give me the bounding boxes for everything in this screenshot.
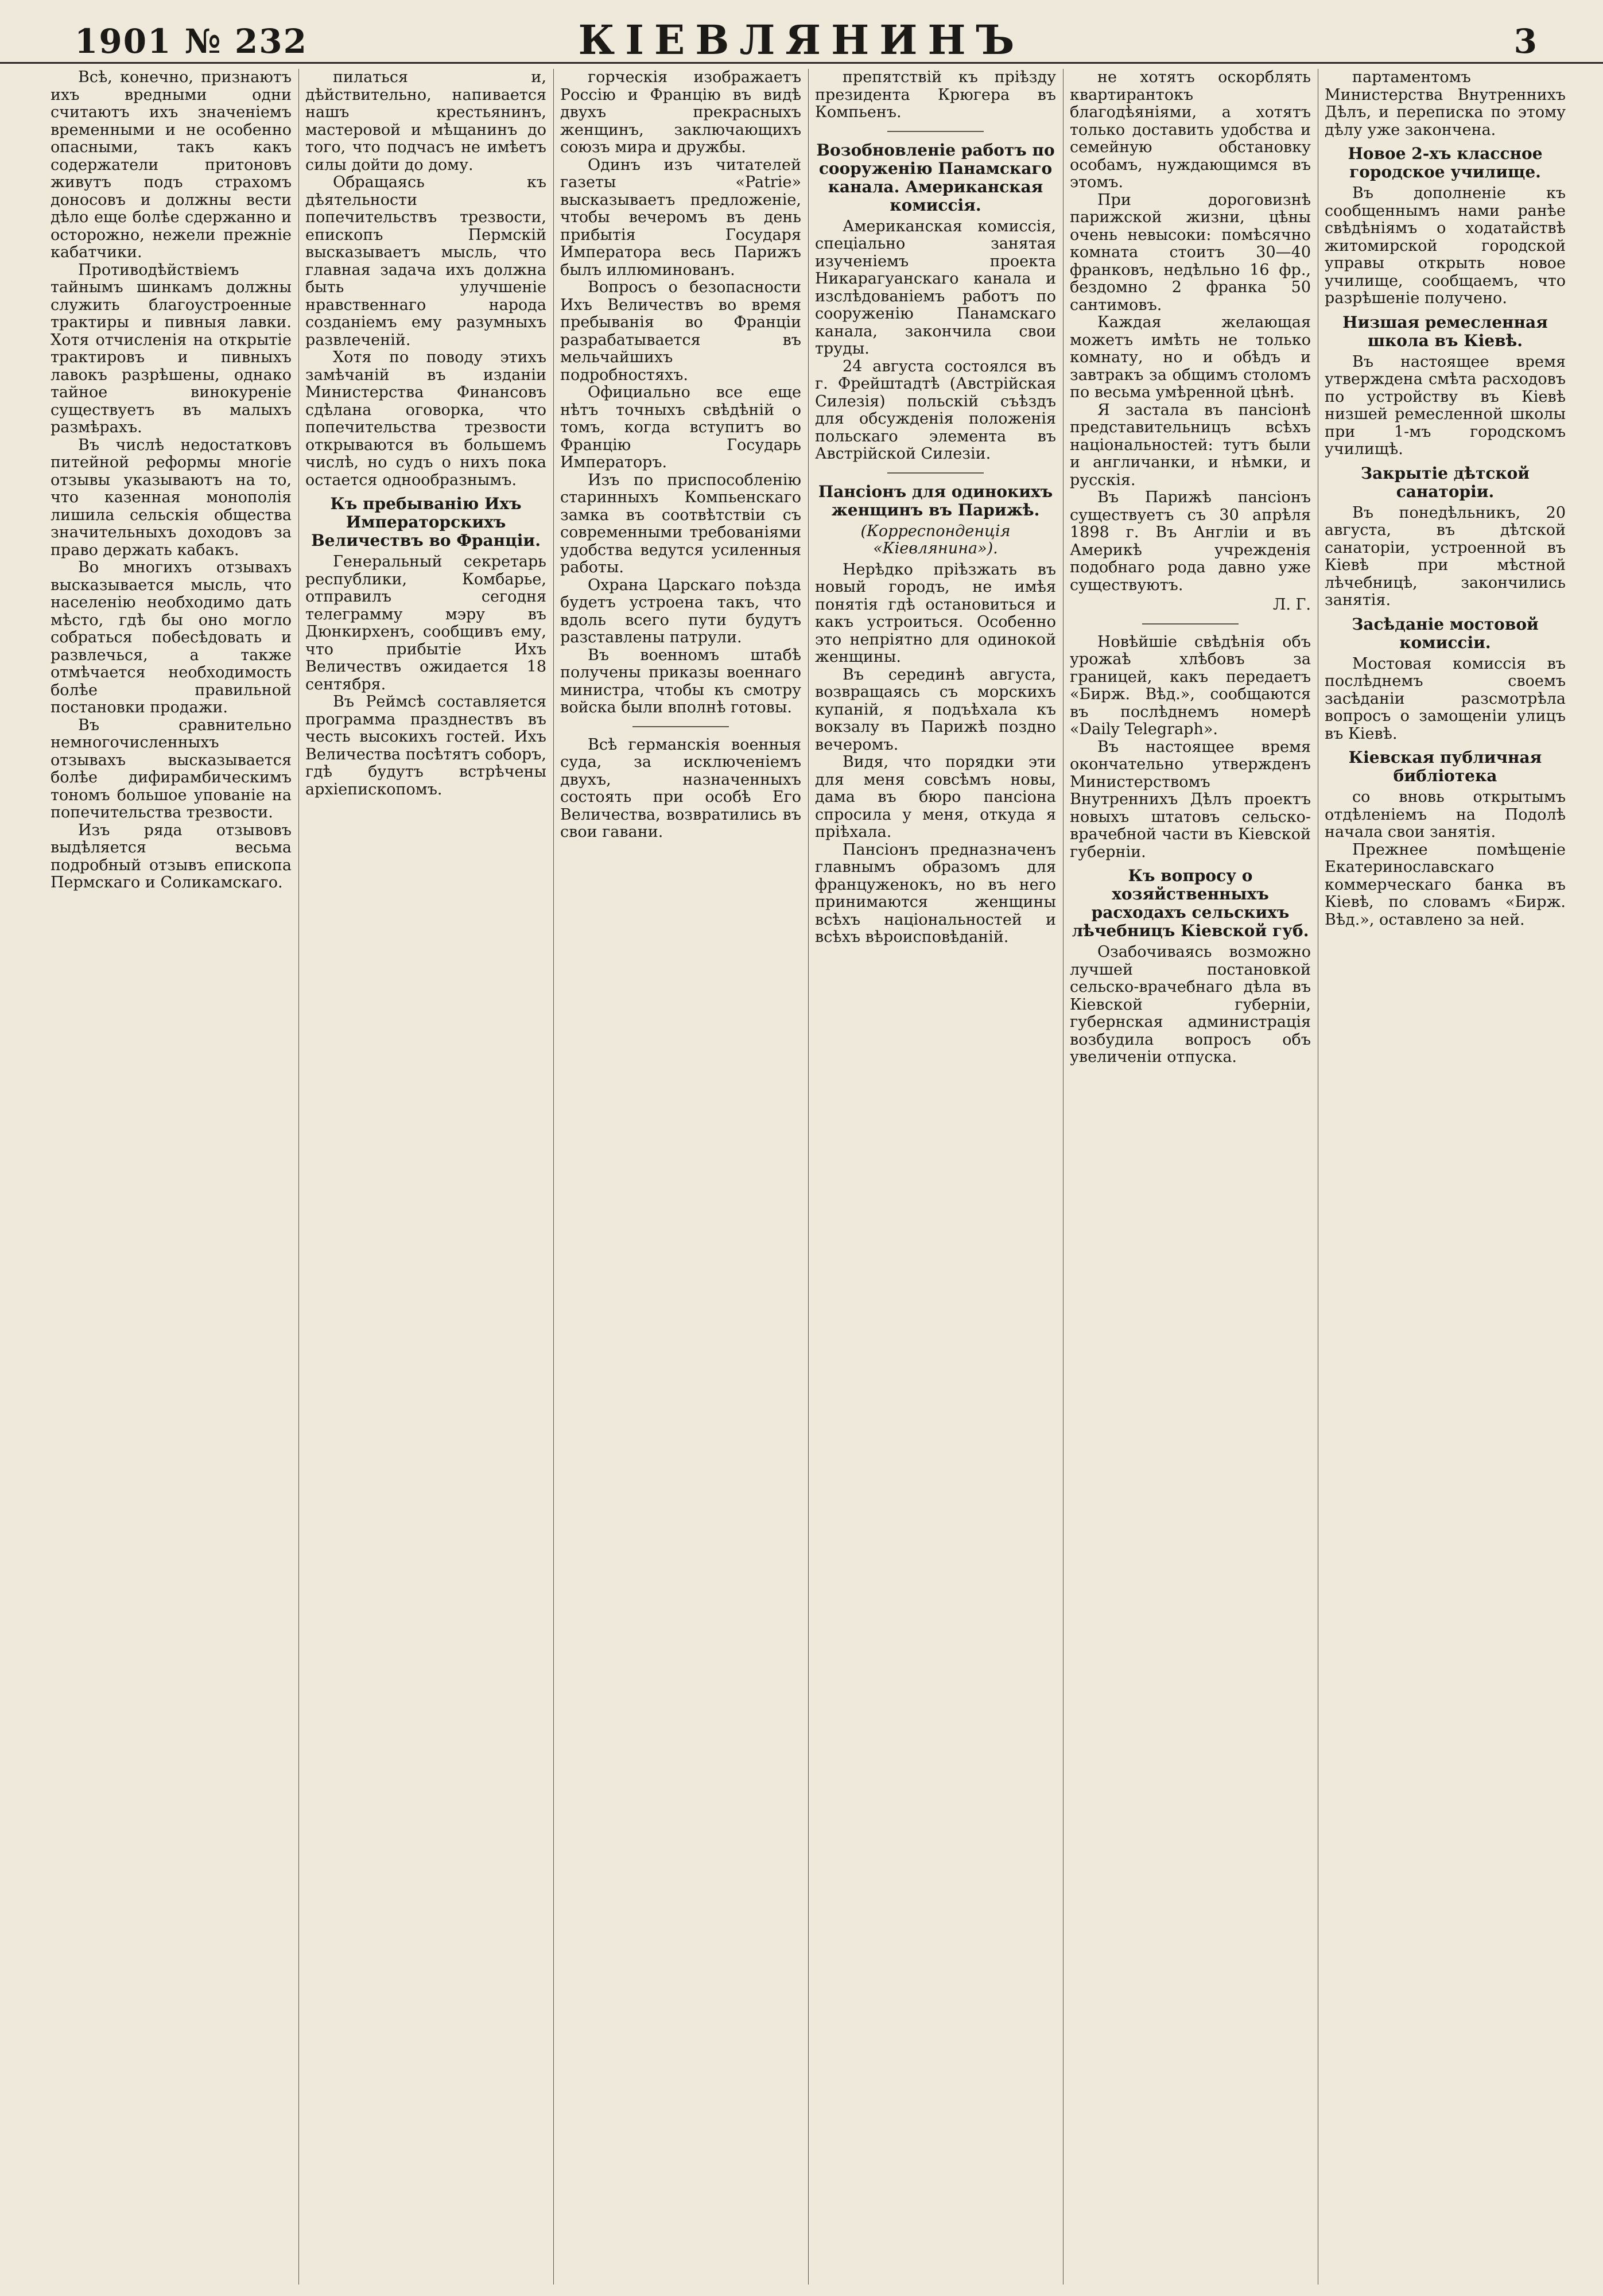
paragraph: Въ настоящее время окончательно утвержденъ Министерствомъ Внутреннихъ Дѣлъ проектъ новыхъ штатовъ сельско-врачебной части въ Кіевской губерніи. (1070, 738, 1311, 861)
paragraph: Изъ по приспособленію старинныхъ Компьенскаго замка въ соотвѣтствіи съ современными требованіями удобства ведутся усиленныя работы. (560, 471, 801, 576)
paragraph: Видя, что порядки эти для меня совсѣмъ новы, дама въ бюро пансіона спросила у меня, откуда я пріѣхала. (815, 753, 1056, 841)
separator (1142, 623, 1239, 625)
section-heading: Новое 2-хъ классное городское училище. (1348, 144, 1543, 181)
paragraph: Въ понедѣльникъ, 20 августа, въ дѣтской санаторіи, устроенной въ Кіевѣ при мѣстной лѣчебницѣ, закончились занятія. (1325, 503, 1566, 609)
section-heading: Пансіонъ для одинокихъ женщинъ въ Парижѣ. (818, 482, 1053, 519)
column-divider (1063, 69, 1064, 2285)
paragraph: Изъ ряда отзывовъ выдѣляется весьма подробный отзывъ епископа Пермскаго и Соликамскаго. (51, 821, 292, 891)
masthead (0, 0, 1603, 64)
column-4 (815, 69, 1056, 2285)
column-divider (553, 69, 554, 2285)
paragraph: Всѣ, конечно, признаютъ ихъ вредными одни считаютъ ихъ значеніемъ временными и не особенно опасными, такъ какъ содержатели притоновъ живутъ подъ страхомъ доносовъ и должны вести дѣло еще болѣе сдержанно и осторожно, нежели прежніе кабатчики. (51, 69, 292, 261)
paragraph: Каждая желающая можетъ имѣть не только комнату, но и обѣдъ и завтракъ за общимъ столомъ по весьма умѣренной цѣнѣ. (1070, 313, 1311, 401)
paragraph: Обращаясь къ дѣятельности попечительствъ трезвости, епископъ Пермскій высказываетъ мысль, что главная задача ихъ должна быть улучшеніе нравственнаго народа созданіемъ ему разумныхъ развлеченій. (305, 173, 546, 349)
newspaper-title: КІЕВЛЯНИНЪ (578, 16, 1025, 64)
paragraph: Въ серединѣ августа, возвращаясь съ морскихъ купаній, я подъѣхала къ вокзалу въ Парижѣ поздно вечеромъ. (815, 665, 1056, 754)
paragraph: Въ числѣ недостатковъ питейной реформы многіе отзывы указываютъ на то, что казенная монополія лишила сельскія общества значительныхъ доходовъ за право держать кабакъ. (51, 436, 292, 559)
column-5 (1070, 69, 1311, 2285)
column-2 (305, 69, 546, 2285)
paragraph: горческія изображаетъ Россію и Францію въ видѣ двухъ прекрасныхъ женщинъ, заключающихъ союзъ мира и дружбы. (560, 69, 801, 156)
paragraph: Противодѣйствіемъ тайнымъ шинкамъ должны служить благоустроенные трактиры и пивныя лавки. Хотя отчисленія на открытіе трактировъ и пивныхъ лавокъ разрѣшены, однако тайное винокуреніе существуетъ въ малыхъ размѣрахъ. (51, 261, 292, 436)
paragraph: Мостовая комиссія въ послѣднемъ своемъ засѣданіи разсмотрѣла вопросъ о замощеніи улицъ въ Кіевѣ. (1325, 654, 1566, 743)
section-heading: Кіевская публичная библіотека (1348, 748, 1542, 785)
page-number: 3 (1513, 22, 1537, 61)
paragraph: Одинъ изъ читателей газеты «Patrie» высказываетъ предложеніе, чтобы вечеромъ въ день прибытія Государя Императора весь Парижъ былъ иллюминованъ. (560, 156, 801, 279)
paragraph: Въ сравнительно немногочисленныхъ отзывахъ высказывается болѣе дифирамбическимъ тономъ большое упованіе на попечительства трезвости. (51, 716, 292, 821)
paragraph: Въ Реймсѣ составляется программа празднествъ въ честь высокихъ гостей. Ихъ Величества посѣтятъ соборъ, гдѣ будутъ встрѣчены архіепископомъ. (305, 693, 546, 798)
paragraph: Хотя по поводу этихъ замѣчаній въ изданіи Министерства Финансовъ сдѣлана оговорка, что попечительства трезвости открываются въ большемъ числѣ, но судъ о нихъ пока остается однообразнымъ. (305, 348, 546, 489)
column-1 (51, 69, 292, 2285)
paragraph: Въ военномъ штабѣ получены приказы военнаго министра, чтобы къ смотру войска были вполнѣ готовы. (560, 646, 801, 716)
paragraph: Прежнее помѣщеніе Екатеринославскаго коммерческаго банка въ Кіевѣ, по словамъ «Бирж. Вѣд.», оставлено за ней. (1325, 840, 1566, 929)
paragraph: Охрана Царскаго поѣзда будетъ устроена такъ, что вдоль всего пути будутъ разставлены патрули. (560, 576, 801, 646)
section-heading: Возобновленіе работъ по сооруженію Панамскаго канала. Американская комиссія. (816, 140, 1055, 215)
column-divider (808, 69, 809, 2285)
paragraph: При дороговизнѣ парижской жизни, цѣны очень невысоки: помѣсячно комната стоитъ 30—40 франковъ, недѣльно 16 фр., бездомно 2 франка 50 сантимовъ. (1070, 191, 1311, 314)
paragraph: препятствій къ пріѣзду президента Крюгера въ Компьенъ. (815, 69, 1056, 121)
columns (51, 69, 1566, 2285)
section-heading: Низшая ремесленная школа въ Кіевѣ. (1342, 312, 1548, 350)
paragraph: не хотятъ оскорблять квартирантокъ благодѣяніями, а хотятъ только доставить удобства и семейную обстановку особамъ, нуждающимся въ этомъ. (1070, 69, 1311, 191)
paragraph: партаментомъ Министерства Внутреннихъ Дѣлъ, и переписка по этому дѣлу уже закончена. (1325, 69, 1566, 139)
separator (887, 472, 984, 474)
column-divider (298, 69, 299, 2285)
paragraph: Новѣйшіе свѣдѣнія объ урожаѣ хлѣбовъ за границей, какъ передаетъ «Бирж. Вѣд.», сообщаются въ послѣднемъ номерѣ «Daily Telegraph». (1070, 633, 1311, 738)
section-heading: Засѣданіе мостовой комиссіи. (1352, 614, 1539, 652)
paragraph: Во многихъ отзывахъ высказывается мысль, что населенію необходимо дать мѣсто, гдѣ бы оно могло собраться побесѣдовать и развлечься, а также отмѣчается необходимость болѣе правильной постановки продажи. (51, 559, 292, 716)
section-heading: Закрытіе дѣтской санаторіи. (1360, 463, 1530, 501)
column-3 (560, 69, 801, 2285)
paragraph: Американская комиссія, спеціально занятая изученіемъ проекта Никарагуанскаго канала и изслѣдованіемъ работъ по сооруженію Панамскаго канала, закончила свои труды. (815, 217, 1056, 358)
paragraph: Нерѣдко пріѣзжать въ новый городъ, не имѣя понятія гдѣ остановиться и какъ устроиться. Особенно это непріятно для одинокой женщины. (815, 560, 1056, 666)
paragraph: Озабочиваясь возможно лучшей постановкой сельско-врачебнаго дѣла въ Кіевской губерніи, губернская администрація возбудила вопросъ объ увеличеніи отпуска. (1070, 943, 1311, 1066)
separator (632, 726, 729, 727)
paragraph: Пансіонъ предназначенъ главнымъ образомъ для француженокъ, но въ него принимаются женщины всѣхъ національностей и всѣхъ вѣроисповѣданій. (815, 840, 1056, 946)
subheading: (Корреспонденція «Кіевлянина»). (860, 522, 1011, 557)
paragraph: Въ настоящее время утверждена смѣта расходовъ по устройству въ Кіевѣ низшей ремесленной школы при 1-мъ городскомъ училищѣ. (1325, 352, 1566, 458)
paragraph: 24 августа состоялся въ г. Фрейштадтѣ (Австрійская Силезія) польскій съѣздъ для обсужденія положенія польскаго элемента въ Австрійской Силезіи. (815, 357, 1056, 463)
column-6 (1325, 69, 1566, 2285)
section-heading: Къ пребыванію Ихъ Императорскихъ Величествъ во Франціи. (311, 494, 541, 550)
paragraph: Всѣ германскія военныя суда, за исключеніемъ двухъ, назначенныхъ состоять при особѣ Его Величества, возвратились въ свои гавани. (560, 735, 801, 841)
paragraph: Я застала въ пансіонѣ представительницъ всѣхъ національностей: тутъ были и англичанки, и нѣмки, и русскія. (1070, 401, 1311, 489)
paragraph: Въ Парижѣ пансіонъ существуетъ съ 30 апрѣля 1898 г. Въ Англіи и въ Америкѣ учрежденія подобнаго рода давно уже существуютъ. (1070, 488, 1311, 594)
issue-number: 1901 № 232 (75, 22, 308, 61)
signature: Л. Г. (1272, 596, 1311, 614)
section-heading: Къ вопросу о хозяйственныхъ расходахъ сельскихъ лѣчебницъ Кіевской губ. (1072, 866, 1309, 940)
paragraph: Въ дополненіе къ сообщеннымъ нами ранѣе свѣдѣніямъ о ходатайствѣ житомирской городской управы открыть новое училище, сообщаемъ, что разрѣшеніе получено. (1325, 184, 1566, 307)
paragraph: Генеральный секретарь республики, Комбарье, отправилъ сегодня телеграмму мэру въ Дюнкирхенъ, сообщивъ ему, что прибытіе Ихъ Величествъ ожидается 18 сентября. (305, 553, 546, 693)
paragraph: пилаться и, дѣйствительно, напивается нашъ крестьянинъ, мастеровой и мѣщанинъ до того, что подчасъ не имѣетъ силы дойти до дому. (305, 69, 546, 174)
paragraph: Официально все еще нѣтъ точныхъ свѣдѣній о томъ, когда вступитъ во Францію Государь Императоръ. (560, 383, 801, 471)
separator (887, 131, 984, 132)
paragraph: со вновь открытымъ отдѣленіемъ на Подолѣ начала свои занятія. (1325, 788, 1566, 841)
paragraph: Вопросъ о безопасности Ихъ Величествъ во время пребыванія во Франціи разрабатывается въ мельчайшихъ подробностяхъ. (560, 278, 801, 384)
